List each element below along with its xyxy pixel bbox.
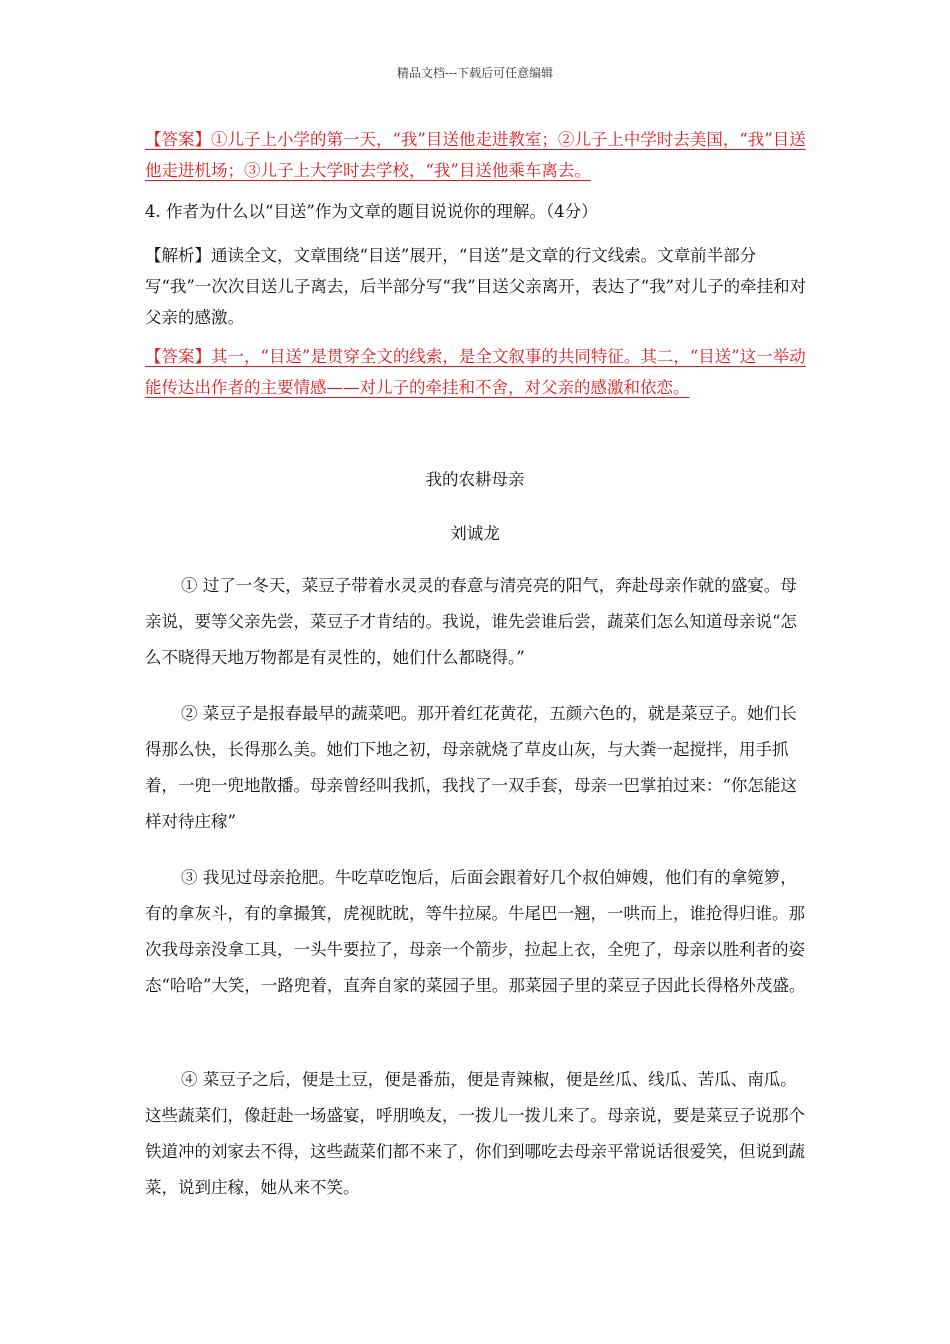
paragraph-text: ③ 我见过母亲抢肥。牛吃草吃饱后，后面会跟着好几个叔伯婶嫂，他们有的拿箢箩，有的拿灰斗，有的拿撮箕，虎视眈眈，等牛拉屎。牛尾巴一翘，一哄而上，谁抢得归谁。那次我母亲没拿工具，一头牛要拉了，母亲一个箭步，拉起上衣，全兜了，母亲以胜利者的姿态“哈哈”大笑，一路兜着，直奔自家的菜园子里。那菜园子里的菜豆子因此长得格外茂盛。 xyxy=(145,868,806,995)
answer-q3: 【答案】①儿子上小学的第一天，“我”目送他走进教室；②儿子上中学时去美国，“我”目送他走进机场；③儿子上大学时去学校，“我”目送他乘车离去。 xyxy=(145,130,806,180)
answer-q4: 【答案】其一，“目送”是贯穿全文的线索，是全文叙事的共同特征。其二，“目送”这一举动能传达出作者的主要情感——对儿子的牵挂和不舍，对父亲的感激和依恋。 xyxy=(145,347,806,397)
page-header: 精品文档---下载后可任意编辑 xyxy=(396,66,554,80)
analysis-q4: 【解析】通读全文，文章围绕“目送”展开，“目送”是文章的行文线索。文章前半部分写“我”一次次目送儿子离去，后半部分写“我”目送父亲离开，表达了“我”对儿子的牵挂和对父亲的感激。 xyxy=(145,246,807,327)
article-author: 刘诚龙 xyxy=(450,524,500,543)
article-paragraph-2 xyxy=(145,696,810,840)
question-4: 4. 作者为什么以“目送”作为文章的题目说说你的理解。（4分） xyxy=(145,202,598,221)
paragraph-text: ① 过了一冬天，菜豆子带着水灵灵的春意与清亮亮的阳气，奔赴母亲作就的盛宴。母亲说，要等父亲先尝，菜豆子才肯结的。我说，谁先尝谁后尝，蔬菜们怎么知道母亲说“怎么不晓得天地万物都是有灵性的，她们什么都晓得。” xyxy=(145,576,797,667)
paragraph-text: ② 菜豆子是报春最早的蔬菜吧。那开着红花黄花，五颜六色的，就是菜豆子。她们长得那么快，长得那么美。她们下地之初，母亲就烧了草皮山灰，与大粪一起搅拌，用手抓着，一兜一兜地散播。母亲曾经叫我抓，我找了一双手套，母亲一巴掌拍过来：“你怎能这样对待庄稼” xyxy=(145,704,797,831)
article-paragraph-4 xyxy=(145,1062,810,1206)
article-title: 我的农耕母亲 xyxy=(425,470,525,489)
article-paragraph-1 xyxy=(145,568,810,676)
article-paragraph-3 xyxy=(145,860,810,1004)
paragraph-text: ④ 菜豆子之后，便是土豆，便是番茄，便是青辣椒，便是丝瓜、线瓜、苦瓜、南瓜。这些蔬菜们，像赶赴一场盛宴，呼朋唤友，一拨儿一拨儿来了。母亲说，要是菜豆子说那个铁道冲的刘家去不得，这些蔬菜们都不来了，你们到哪吃去母亲平常说话很爱笑，但说到蔬菜，说到庄稼，她从来不笑。 xyxy=(145,1070,805,1197)
